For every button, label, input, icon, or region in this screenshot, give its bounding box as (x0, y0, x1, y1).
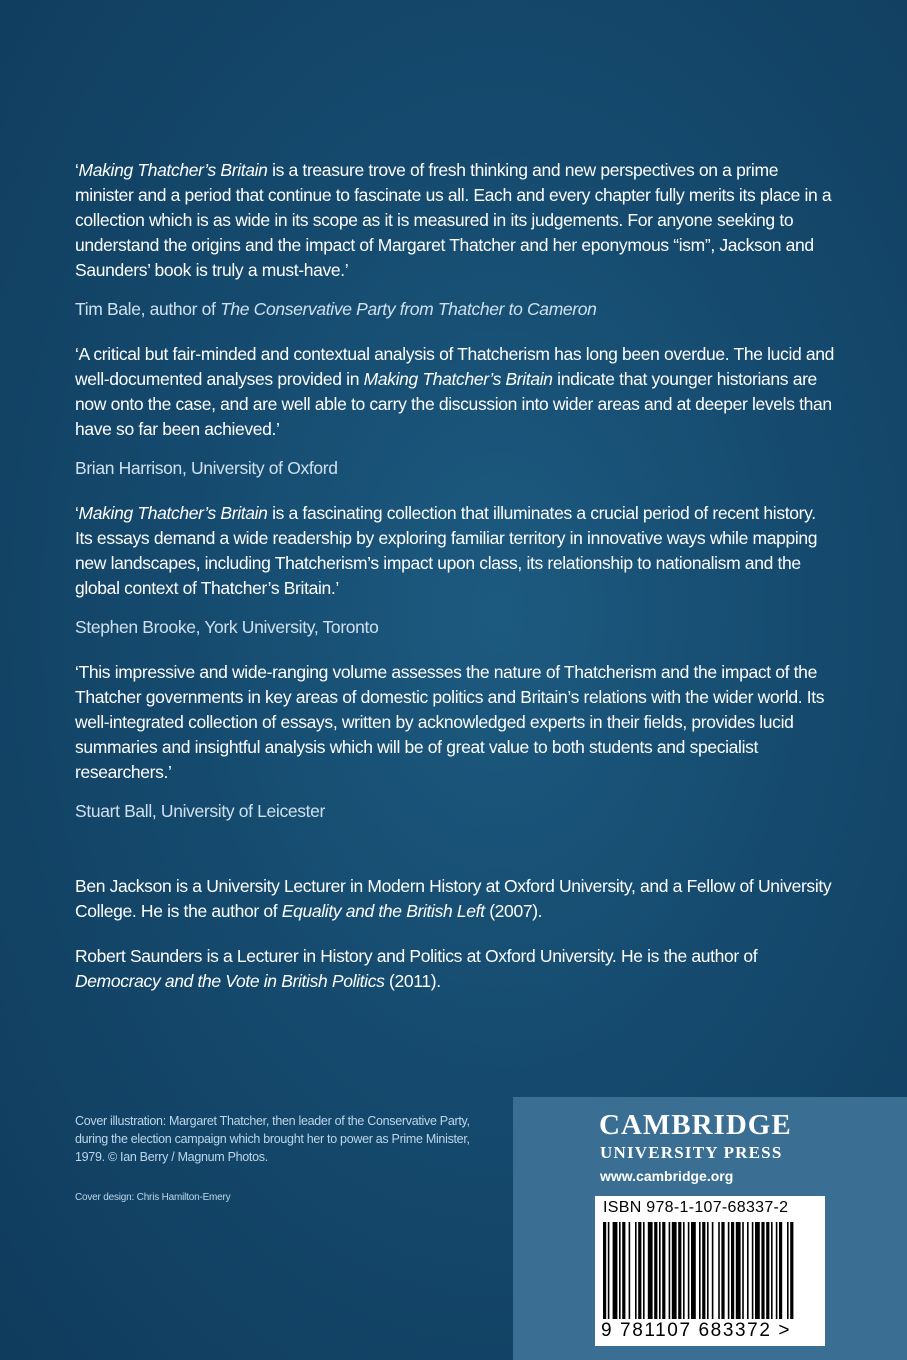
author-bio (75, 874, 835, 924)
review-attribution-title: The Conservative Party from Thatcher to Cameron (220, 299, 597, 319)
review-attribution (75, 615, 835, 640)
review-attribution (75, 799, 835, 824)
cover-illustration-credit: Cover illustration: Margaret Thatcher, then leader of the Conservative Party, during the election campaign which brought her to power as Prime Minister, 1979. © Ian Berry / Magnum Photos. (75, 1114, 470, 1164)
back-cover-text (75, 158, 835, 1014)
publisher-url: www.cambridge.org (600, 1168, 734, 1184)
author-bio-text: (2011). (384, 971, 441, 991)
isbn-label: ISBN 978-1-107-68337-2 (603, 1199, 789, 1216)
review-quote-text: ‘This impressive and wide-ranging volume assesses the nature of Thatcherism and the impact of the Thatcher governments in key areas of domestic politics and Britain’s relations with the wider world. Its well-integrated collection of essays, written by acknowledged experts in their fields, provides lucid summaries and insightful analysis which will be of great value to both students and specialist researchers.’ (75, 662, 825, 782)
isbn-barcode (595, 1196, 825, 1346)
review-attribution (75, 456, 835, 481)
reviews-section (75, 158, 835, 824)
review-quote-text: is a treasure trove of fresh thinking and new perspectives on a prime minister and a period that continue to fascinate us all. Each and every chapter fully merits its place in a collection which is as wide in its scope as it is measured in its judgements. For anyone seeking to understand the origins and the impact of Margaret Thatcher and her eponymous “ism”, Jackson and Saunders’ book is truly a must-have.’ (75, 160, 832, 280)
review-quote-text: ‘A critical but fair-minded and contextual analysis of Thatcherism has long been overdue. The lucid and well-documented analyses provided in (75, 344, 835, 389)
publisher-name: CAMBRIDGE (599, 1109, 792, 1141)
review-quote-title: Making Thatcher’s Britain (78, 503, 268, 523)
review-quote-title: Making Thatcher’s Britain (78, 160, 268, 180)
review-attribution-text: Tim Bale, author of (75, 299, 221, 319)
author-bio-title: Equality and the British Left (281, 901, 485, 921)
author-bio-text: (2007). (484, 901, 543, 921)
barcode-bars (603, 1222, 817, 1319)
author-bio-text: Ben Jackson is a University Lecturer in Modern History at Oxford University, and a Fellow of University College. He is the author of (75, 876, 832, 921)
author-bios-section (75, 874, 835, 994)
barcode-digits: 9 781107 683372 > (601, 1320, 792, 1341)
review-quote (75, 501, 835, 601)
author-bio-title: Democracy and the Vote in British Politics (75, 971, 385, 991)
review-quote (75, 342, 835, 442)
publisher-press: UNIVERSITY PRESS (600, 1143, 783, 1162)
review-quote-title: Making Thatcher’s Britain (363, 369, 553, 389)
review-attribution-text: Stuart Ball, University of Leicester (75, 801, 326, 821)
review-attribution (75, 297, 835, 322)
author-bio (75, 944, 835, 994)
review-attribution-text: Brian Harrison, University of Oxford (75, 458, 338, 478)
author-bio-text: Robert Saunders is a Lecturer in History and Politics at Oxford University. He is the author of (75, 946, 758, 966)
review-quote-text: ‘ (75, 503, 79, 523)
review-quote-text: indicate that younger historians are now onto the case, and are well able to carry the discussion into wider areas and at deeper levels than have so far been achieved.’ (75, 369, 832, 439)
review-quote-text: is a fascinating collection that illuminates a crucial period of recent history. Its essays demand a wide readership by exploring familiar territory in innovative ways while mapping new landscapes, including Thatcherism’s impact upon class, its relationship to nationalism and the global context of Thatcher’s Britain.’ (75, 503, 818, 598)
review-quote (75, 158, 835, 283)
cover-design-credit: Cover design: Chris Hamilton-Emery (75, 1192, 231, 1203)
review-attribution-text: Stephen Brooke, York University, Toronto (75, 617, 379, 637)
publisher-panel (513, 1097, 907, 1360)
review-quote (75, 660, 835, 785)
review-quote-text: ‘ (75, 160, 79, 180)
